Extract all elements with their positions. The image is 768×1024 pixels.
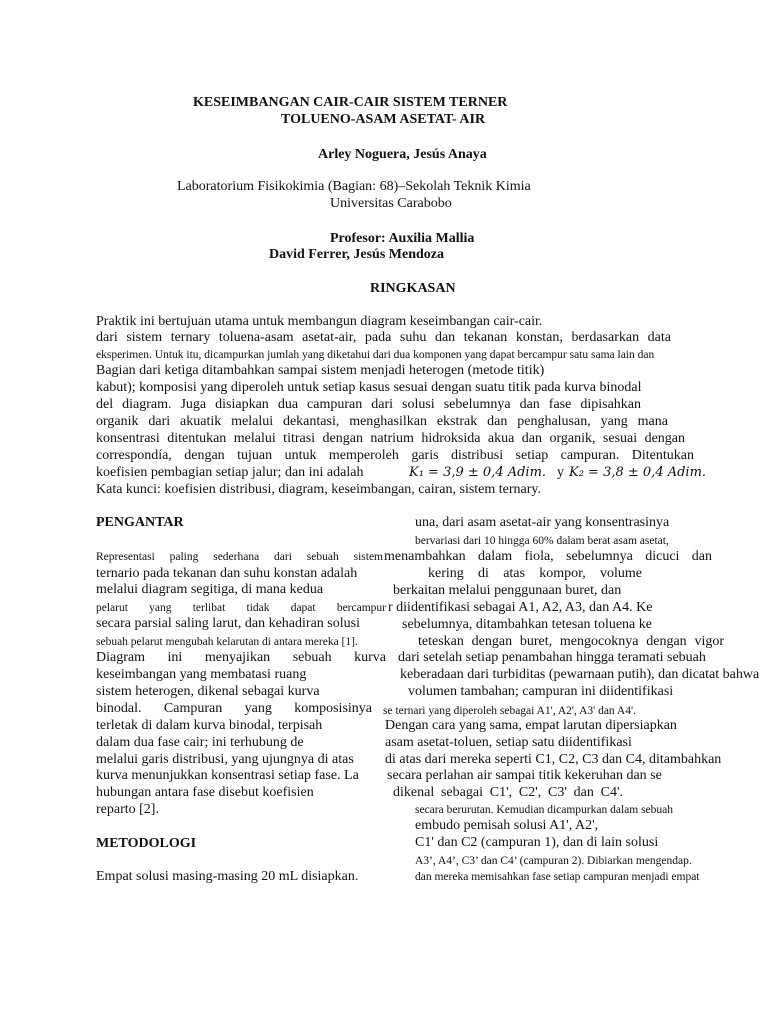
right-col-line: volumen tambahan; campuran ini diidentifikasi [408, 684, 674, 699]
intro-line: kurva menunjukkan konsentrasi setiap fase. La [96, 768, 359, 783]
right-col-line: una, dari asam asetat-air yang konsentrasinya [415, 515, 670, 530]
right-col-line: di atas dari mereka seperti C1, C2, C3 dan C4, ditambahkan [385, 752, 722, 767]
abstract-line: eksperimen. Untuk itu, dicampurkan jumlah yang diketahui dari dua komponen yang dapat bercampur satu sama lain dan [96, 349, 655, 361]
intro-heading: PENGANTAR [96, 515, 184, 530]
intro-line: Diagram ini menyajikan sebuah kurva [96, 650, 386, 665]
abstract-line: konsentrasi ditentukan melalui titrasi dengan natrium hidroksida akua dan organik, sesuai dengan [96, 431, 685, 446]
authors: Arley Noguera, Jesús Anaya [318, 147, 487, 162]
intro-line: secara parsial saling larut, dan kehadiran solusi [96, 616, 360, 631]
right-col-line: kering di atas kompor, volume [428, 566, 642, 581]
right-col-line: dikenal sebagai C1', C2', C3' dan C4'. [393, 785, 623, 800]
right-col-line: dari setelah setiap penambahan hingga teramati sebuah [398, 650, 706, 665]
right-col-line: r diidentifikasi sebagai A1, A2, A3, dan A4. Ke [388, 600, 653, 615]
abstract-line: organik dari akuatik melalui dekantasi, menghasilkan ekstrak dan penghalusan, yang mana [96, 414, 668, 429]
intro-line: pelarut yang terlibat tidak dapat bercampur [96, 602, 386, 614]
intro-line: melalui garis distribusi, yang ujungnya di atas [96, 752, 354, 767]
paper-title-line-2: TOLUENO-ASAM ASETAT- AIR [281, 112, 486, 127]
abstract-line: Praktik ini bertujuan utama untuk membangun diagram keseimbangan cair-cair. [96, 314, 543, 329]
formula-k2: K₂ = 3,8 ± 0,4 Adim. [569, 465, 707, 480]
right-col-line: embudo pemisah solusi A1', A2', [415, 818, 599, 833]
intro-line: binodal. Campuran yang komposisinya [96, 701, 372, 716]
intro-line: terletak di dalam kurva binodal, terpisah [96, 718, 323, 733]
right-col-line: A3’, A4’, C3’ dan C4’ (campuran 2). Dibiarkan mengendap. [415, 855, 692, 867]
abstract-line: correspondía, dengan tujuan untuk memperoleh garis distribusi setiap campuran. Ditentukan [96, 448, 694, 463]
right-col-line: secara berurutan. Kemudian dicampurkan dalam sebuah [415, 804, 674, 816]
intro-line: keseimbangan yang membatasi ruang [96, 667, 307, 682]
affiliation-line-2: Universitas Carabobo [330, 196, 452, 211]
right-col-line: asam asetat-toluen, setiap satu diidentifikasi [385, 735, 632, 750]
abstract-line: Bagian dari ketiga ditambahkan sampai sistem menjadi heterogen (metode titik) [96, 363, 545, 378]
right-col-line: sebelumnya, ditambahkan tetesan toluena ke [402, 617, 652, 632]
right-col-line: se ternari yang diperoleh sebagai A1', A2', A3' dan A4'. [383, 705, 636, 717]
right-col-line: menambahkan dalam fiola, sebelumnya dicuci dan [384, 549, 712, 564]
formula-k1: K₁ = 3,9 ± 0,4 Adim. [409, 465, 547, 480]
professor: Profesor: Auxilia Mallia [330, 231, 475, 246]
intro-line: Representasi paling sederhana dari sebuah sistem [96, 551, 383, 563]
right-col-line: teteskan dengan buret, mengocoknya dengan vigor [418, 634, 724, 649]
abstract-line: koefisien pembagian setiap jalur; dan ini adalah [96, 465, 364, 480]
keywords: Kata kunci: koefisien distribusi, diagram, keseimbangan, cairan, sistem ternary. [96, 482, 542, 497]
right-col-line: bervariasi dari 10 hingga 60% dalam berat asam asetat, [415, 535, 669, 547]
right-col-line: berkaitan melalui penggunaan buret, dan [393, 583, 622, 598]
abstract-line: dari sistem ternary toluena-asam asetat-air, pada suhu dan tekanan konstan, berdasarkan data [96, 330, 671, 345]
abstract-line: kabut); komposisi yang diperoleh untuk setiap kasus sesuai dengan suatu titik pada kurva binodal [96, 380, 642, 395]
intro-line: sebuah pelarut mengubah kelarutan di antara mereka [1]. [96, 636, 358, 648]
right-col-line: keberadaan dari turbiditas (pewarnaan putih), dan dicatat bahwa [400, 667, 760, 682]
affiliation-line-1: Laboratorium Fisikokimia (Bagian: 68)–Sekolah Teknik Kimia [177, 179, 531, 194]
paper-title-line-1: KESEIMBANGAN CAIR-CAIR SISTEM TERNER [193, 95, 508, 110]
right-col-line: C1' dan C2 (campuran 1), dan di lain solusi [415, 835, 659, 850]
abstract-heading: RINGKASAN [370, 281, 456, 296]
abstract-line: del diagram. Juga disiapkan dua campuran dari solusi sebelumnya dan fase dipisahkan [96, 397, 641, 412]
right-col-line: secara perlahan air sampai titik kekeruhan dan se [387, 768, 662, 783]
method-heading: METODOLOGI [96, 836, 197, 851]
intro-line: hubungan antara fase disebut koefisien [96, 785, 314, 800]
intro-line: reparto [2]. [96, 802, 159, 817]
right-col-line: dan mereka memisahkan fase setiap campuran menjadi empat [415, 871, 700, 883]
intro-line: melalui diagram segitiga, di mana kedua [96, 582, 324, 597]
co-authors: David Ferrer, Jesús Mendoza [269, 247, 444, 262]
intro-line: ternario pada tekanan dan suhu konstan adalah [96, 566, 358, 581]
intro-line: sistem heterogen, dikenal sebagai kurva [96, 684, 320, 699]
intro-line: dalam dua fase cair; ini terhubung de [96, 735, 304, 750]
formula-y: y [557, 465, 564, 480]
right-col-line: Dengan cara yang sama, empat larutan dipersiapkan [385, 718, 677, 733]
method-line: Empat solusi masing-masing 20 mL disiapkan. [96, 869, 359, 884]
